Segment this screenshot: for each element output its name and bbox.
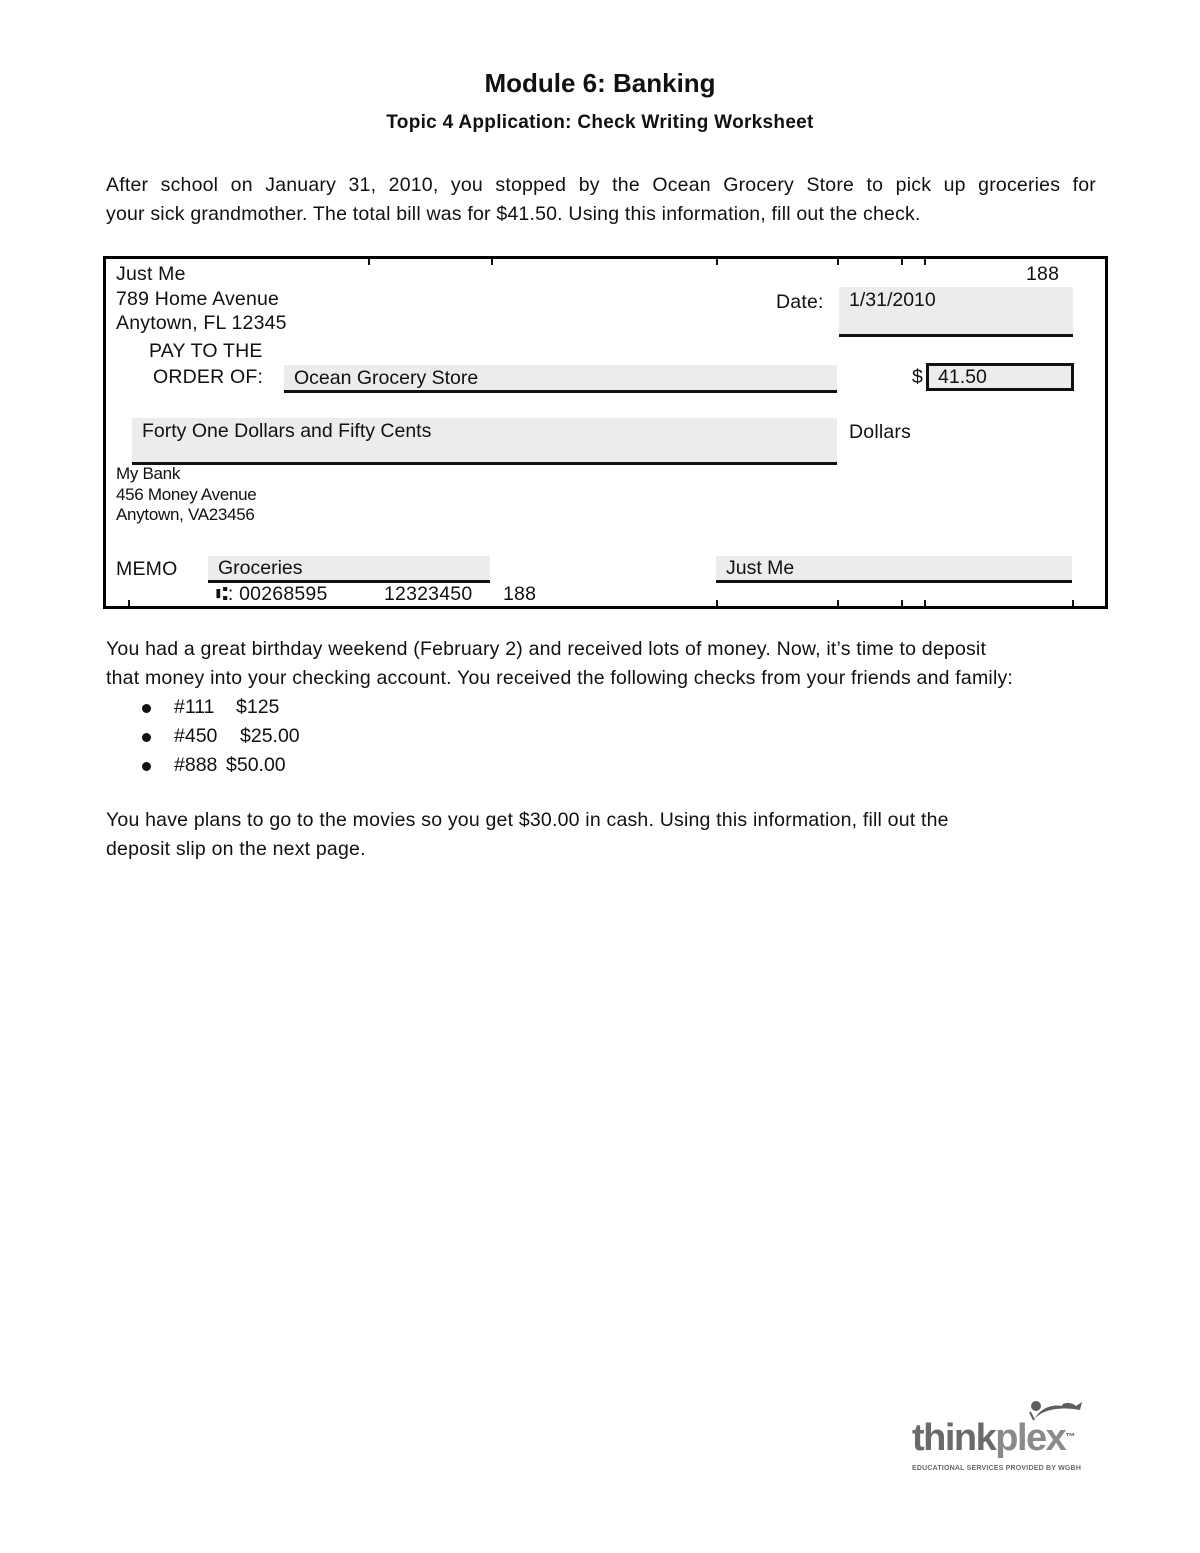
page-title: Module 6: Banking <box>484 68 716 98</box>
deposit-paragraph <box>106 635 1096 693</box>
thinkplex-logo <box>912 1398 1092 1478</box>
tick-mark <box>837 259 839 265</box>
intro-paragraph <box>106 171 1096 229</box>
micr-check-number: 188 <box>503 583 537 605</box>
intro-line-2: your sick grandmother. The total bill was for $41.50. Using this information, fill out the check. <box>106 203 921 225</box>
bank-city: Anytown, VA23456 <box>116 505 255 524</box>
bank-name: My Bank <box>116 464 181 483</box>
bullet-icon <box>142 762 151 771</box>
tick-mark <box>128 600 130 606</box>
check-received-amount: $125 <box>236 696 280 718</box>
micr-routing: ⑆: 00268595 <box>216 583 328 605</box>
bullet-icon <box>142 733 151 742</box>
tick-mark <box>716 600 718 606</box>
payee-value: Ocean Grocery Store <box>294 367 479 389</box>
dollar-sign: $ <box>912 366 924 388</box>
owner-city: Anytown, FL 12345 <box>116 312 287 334</box>
closing-line-2: deposit slip on the next page. <box>106 838 366 860</box>
date-label: Date: <box>776 291 824 313</box>
owner-name: Just Me <box>116 263 186 285</box>
tick-mark <box>491 259 493 265</box>
memo-value: Groceries <box>218 557 303 579</box>
logo-word-think: think <box>912 1417 996 1459</box>
intro-line-1: After school on January 31, 2010, you stopped by the Ocean Grocery Store to pick up groceries for <box>106 174 1096 196</box>
tick-mark <box>716 259 718 265</box>
closing-paragraph <box>106 806 1096 864</box>
check-received-number: #111 <box>174 696 215 718</box>
bullet-icon <box>142 704 151 713</box>
check-received-number: #450 <box>174 725 218 747</box>
list-item <box>140 751 300 780</box>
tick-mark <box>368 259 370 265</box>
pay-to-label: PAY TO THE <box>149 340 263 362</box>
amount-field[interactable] <box>926 363 1074 391</box>
memo-field[interactable] <box>208 556 490 583</box>
order-of-label: ORDER OF: <box>153 366 264 388</box>
logo-tagline: EDUCATIONAL SERVICES PROVIDED BY WGBH <box>912 1465 1082 1472</box>
check-received-amount: $25.00 <box>240 725 300 747</box>
signature-field[interactable] <box>716 556 1072 583</box>
date-field[interactable] <box>839 287 1073 337</box>
list-item <box>140 722 300 751</box>
tick-mark <box>924 259 926 265</box>
memo-label: MEMO <box>116 558 178 580</box>
deposit-line-2: that money into your checking account. You received the following checks from your friends and family: <box>106 667 1014 689</box>
date-value: 1/31/2010 <box>849 289 936 311</box>
check-form <box>103 256 1108 609</box>
micr-account: 12323450 <box>384 583 473 605</box>
check-number: 188 <box>1026 263 1060 285</box>
amount-words-value: Forty One Dollars and Fifty Cents <box>142 420 432 442</box>
check-received-number: #888 <box>174 754 218 776</box>
tick-mark <box>1072 600 1074 606</box>
deposit-line-1: You had a great birthday weekend (February 2) and received lots of money. Now, it’s time to deposit <box>106 638 987 660</box>
checks-received-list <box>140 693 300 780</box>
page-subtitle: Topic 4 Application: Check Writing Worksheet <box>386 112 814 133</box>
logo-trademark: ™ <box>1065 1432 1076 1443</box>
signature-value: Just Me <box>726 557 795 579</box>
closing-line-1: You have plans to go to the movies so you get $30.00 in cash. Using this information, fill out the <box>106 809 949 831</box>
amount-value: 41.50 <box>938 366 987 388</box>
payee-field[interactable] <box>284 365 837 393</box>
dollars-label: Dollars <box>849 421 912 443</box>
logo-word-plex: plex <box>995 1417 1066 1459</box>
check-received-amount: $50.00 <box>226 754 286 776</box>
bank-street: 456 Money Avenue <box>116 485 257 504</box>
tick-mark <box>901 600 903 606</box>
tick-mark <box>837 600 839 606</box>
tick-mark <box>924 600 926 606</box>
list-item <box>140 693 300 722</box>
tick-mark <box>901 259 903 265</box>
owner-street: 789 Home Avenue <box>116 288 280 310</box>
amount-words-field[interactable] <box>132 418 837 465</box>
